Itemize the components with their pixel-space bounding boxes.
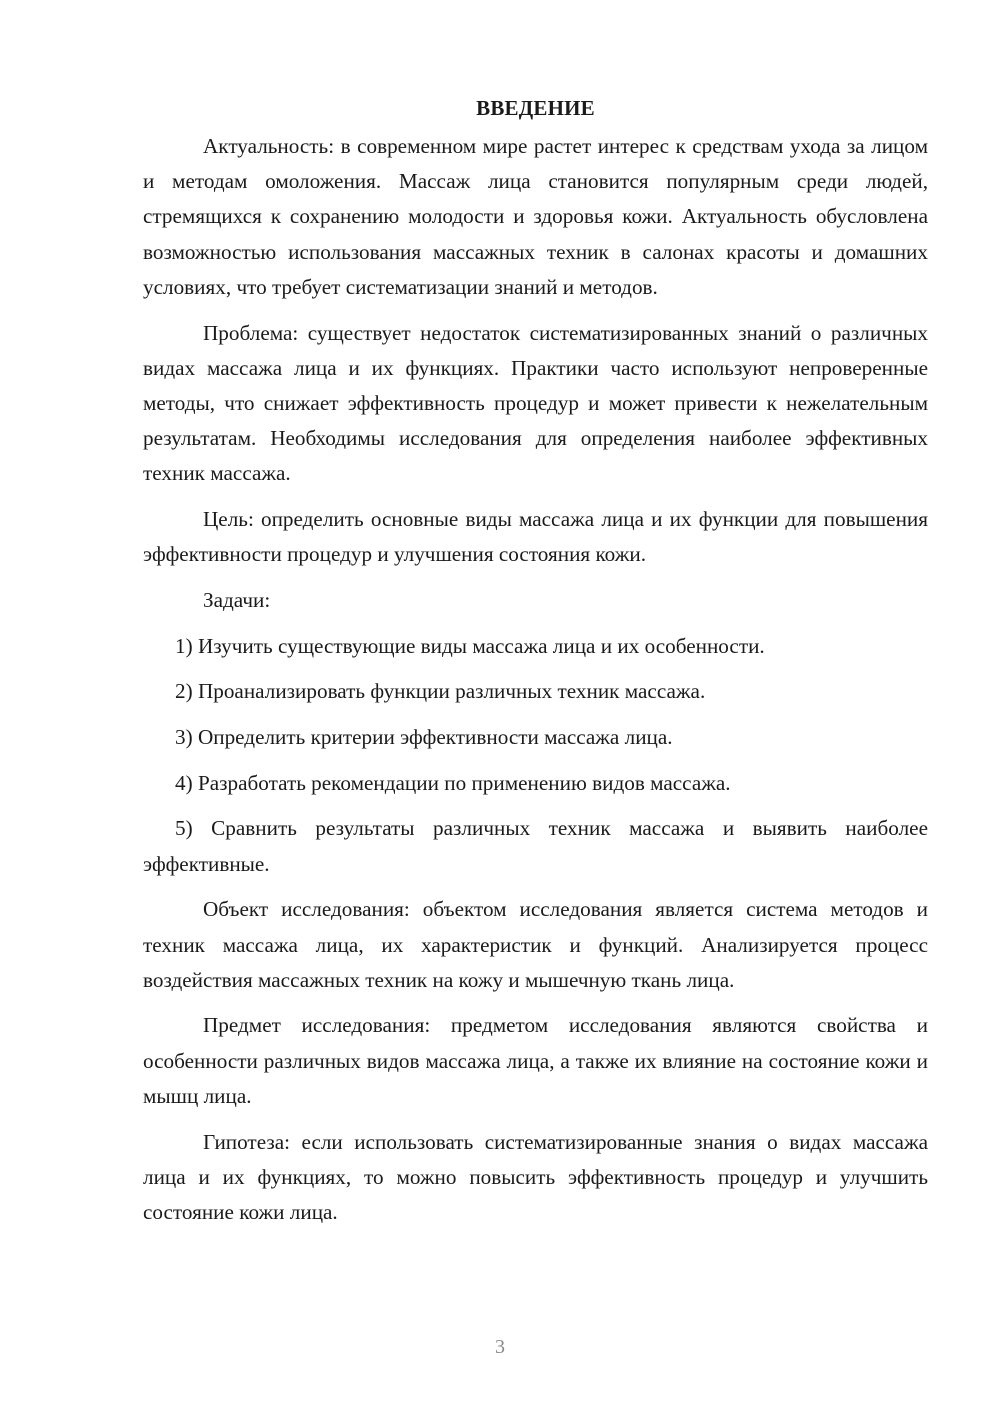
paragraph-object: Объект исследования: объектом исследования является система методов и техник массажа лица, их характеристик и функций. Анализируется процесс воздействия массажных техник на кожу и мышечную ткань лица. — [143, 897, 928, 992]
page-number: 3 — [495, 1336, 505, 1358]
paragraph-tasks-heading: Задачи: — [203, 587, 271, 612]
task-item: 2) Проанализировать функции различных техник массажа. — [175, 679, 706, 704]
task-item: 5) Сравнить результаты различных техник массажа и выявить наиболее эффективные. — [143, 816, 928, 876]
task-item: 3) Определить критерии эффективности массажа лица. — [175, 725, 673, 750]
paragraph-problem: Проблема: существует недостаток систематизированных знаний о различных видах массажа лица и их функциях. Практики часто используют непроверенные методы, что снижает эффективность процедур и может привести к нежелательным результатам. Необходимы исследования для определения наиболее эффективных техник массажа. — [143, 320, 928, 486]
page-title: ВВЕДЕНИЕ — [476, 96, 595, 120]
document-page — [143, 93, 928, 1230]
task-item: 4) Разработать рекомендации по применению видов массажа. — [175, 770, 731, 795]
paragraph-hypothesis: Гипотеза: если использовать систематизированные знания о видах массажа лица и их функциях, то можно повысить эффективность процедур и улучшить состояние кожи лица. — [143, 1129, 928, 1224]
paragraph-relevance: Актуальность: в современном мире растет интерес к средствам ухода за лицом и методам омоложения. Массаж лица становится популярным среди людей, стремящихся к сохранению молодости и здоровья кожи. Актуальность обусловлена возможностью использования массажных техник в салонах красоты и домашних условиях, что требует систематизации знаний и методов. — [143, 134, 928, 299]
task-item: 1) Изучить существующие виды массажа лица и их особенности. — [175, 633, 765, 658]
paragraph-subject: Предмет исследования: предметом исследования являются свойства и особенности различных видов массажа лица, а также их влияние на состояние кожи и мышц лица. — [143, 1013, 928, 1108]
paragraph-goal: Цель: определить основные виды массажа лица и их функции для повышения эффективности процедур и улучшения состояния кожи. — [143, 507, 928, 567]
